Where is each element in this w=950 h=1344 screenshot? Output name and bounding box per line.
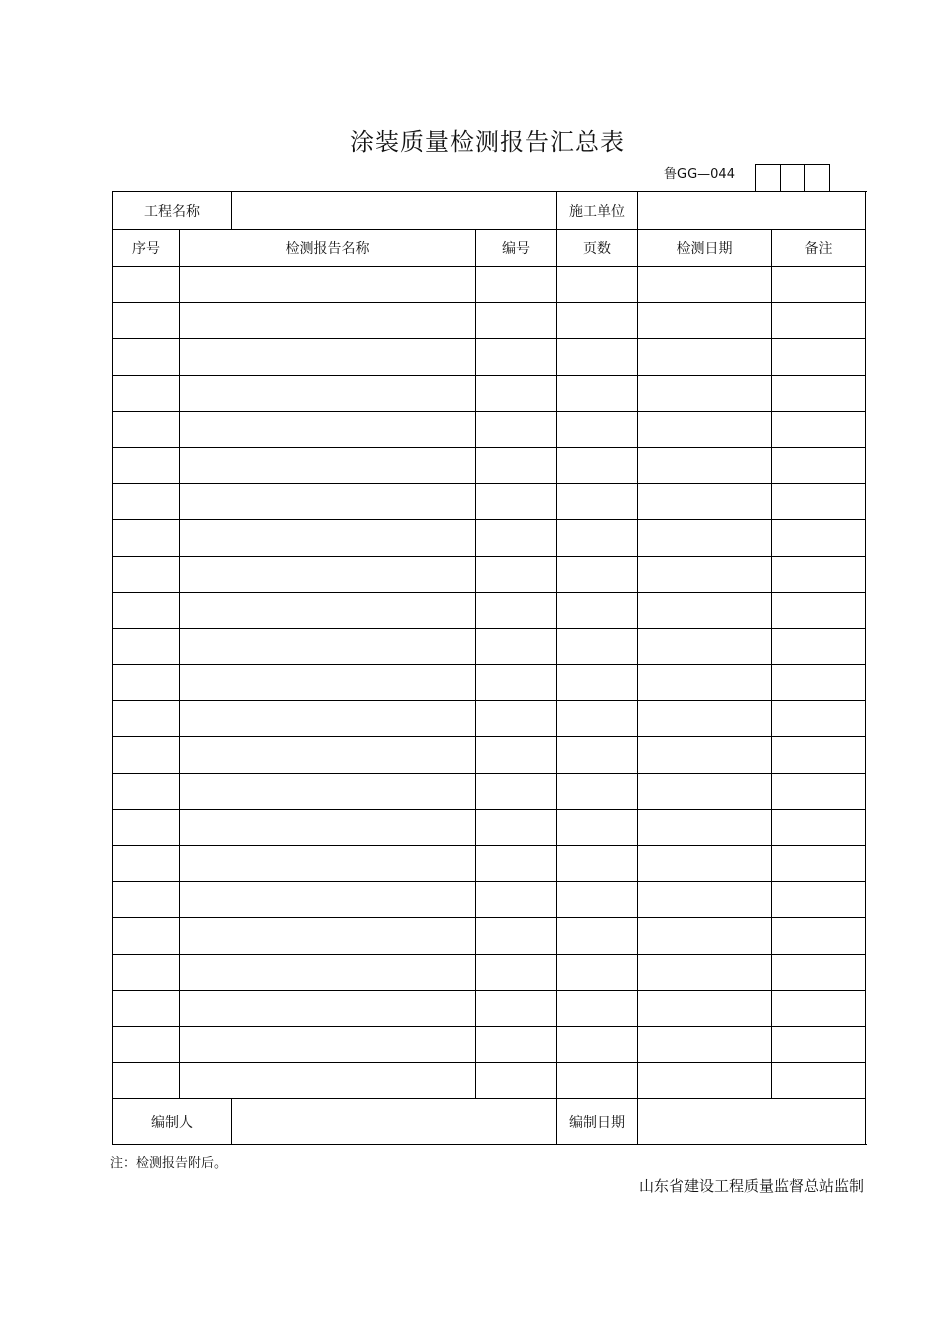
cell-pages[interactable] (557, 556, 638, 592)
cell-index[interactable] (113, 556, 180, 592)
cell-report-name[interactable] (180, 809, 476, 845)
cell-number[interactable] (476, 375, 557, 411)
table-row (113, 701, 866, 737)
cell-index[interactable] (113, 809, 180, 845)
cell-report-name[interactable] (180, 954, 476, 990)
cell-remarks[interactable] (772, 267, 866, 303)
table-row (113, 665, 866, 701)
cell-index[interactable] (113, 303, 180, 339)
cell-test-date[interactable] (638, 267, 772, 303)
cell-index[interactable] (113, 375, 180, 411)
cell-pages[interactable] (557, 520, 638, 556)
cell-report-name[interactable] (180, 701, 476, 737)
table-row (113, 954, 866, 990)
table-row (113, 484, 866, 520)
cell-report-name[interactable] (180, 375, 476, 411)
cell-pages[interactable] (557, 1063, 638, 1099)
cell-number[interactable] (476, 1063, 557, 1099)
cell-number[interactable] (476, 737, 557, 773)
table-row (113, 375, 866, 411)
table-row (113, 809, 866, 845)
cell-pages[interactable] (557, 484, 638, 520)
cell-report-name[interactable] (180, 846, 476, 882)
cell-index[interactable] (113, 447, 180, 483)
project-name-field[interactable] (232, 192, 557, 230)
table-row (113, 303, 866, 339)
cell-report-name[interactable] (180, 592, 476, 628)
cell-pages[interactable] (557, 411, 638, 447)
info-row (113, 192, 866, 230)
col-header-number: 编号 (476, 230, 557, 267)
cell-remarks[interactable] (772, 665, 866, 701)
cell-number[interactable] (476, 954, 557, 990)
table-row (113, 1026, 866, 1062)
cell-index[interactable] (113, 1063, 180, 1099)
cell-index[interactable] (113, 773, 180, 809)
cell-index[interactable] (113, 954, 180, 990)
table-row (113, 1063, 866, 1099)
code-box[interactable] (781, 165, 806, 191)
cell-remarks[interactable] (772, 411, 866, 447)
cell-report-name[interactable] (180, 628, 476, 664)
table-row (113, 447, 866, 483)
code-box[interactable] (805, 165, 830, 191)
cell-test-date[interactable] (638, 809, 772, 845)
col-header-test-date: 检测日期 (638, 230, 772, 267)
cell-test-date[interactable] (638, 665, 772, 701)
cell-pages[interactable] (557, 303, 638, 339)
cell-remarks[interactable] (772, 447, 866, 483)
cell-number[interactable] (476, 339, 557, 375)
cell-report-name[interactable] (180, 267, 476, 303)
cell-pages[interactable] (557, 1026, 638, 1062)
cell-test-date[interactable] (638, 918, 772, 954)
table-row (113, 411, 866, 447)
contractor-label: 施工单位 (557, 192, 638, 230)
page-title: 涂装质量检测报告汇总表 (350, 128, 625, 156)
cell-test-date[interactable] (638, 990, 772, 1026)
table-row (113, 773, 866, 809)
cell-remarks[interactable] (772, 520, 866, 556)
cell-number[interactable] (476, 520, 557, 556)
cell-index[interactable] (113, 592, 180, 628)
cell-remarks[interactable] (772, 1026, 866, 1062)
cell-remarks[interactable] (772, 990, 866, 1026)
cell-report-name[interactable] (180, 773, 476, 809)
cell-pages[interactable] (557, 339, 638, 375)
table-row (113, 267, 866, 303)
cell-pages[interactable] (557, 954, 638, 990)
cell-remarks[interactable] (772, 809, 866, 845)
cell-remarks[interactable] (772, 773, 866, 809)
cell-pages[interactable] (557, 882, 638, 918)
cell-pages[interactable] (557, 809, 638, 845)
code-box[interactable] (756, 165, 781, 191)
cell-index[interactable] (113, 520, 180, 556)
cell-number[interactable] (476, 1026, 557, 1062)
cell-test-date[interactable] (638, 737, 772, 773)
cell-number[interactable] (476, 592, 557, 628)
cell-report-name[interactable] (180, 665, 476, 701)
cell-index[interactable] (113, 628, 180, 664)
cell-number[interactable] (476, 556, 557, 592)
cell-index[interactable] (113, 737, 180, 773)
cell-test-date[interactable] (638, 339, 772, 375)
cell-test-date[interactable] (638, 882, 772, 918)
cell-number[interactable] (476, 267, 557, 303)
cell-pages[interactable] (557, 628, 638, 664)
cell-report-name[interactable] (180, 447, 476, 483)
cell-test-date[interactable] (638, 447, 772, 483)
cell-pages[interactable] (557, 665, 638, 701)
cell-test-date[interactable] (638, 1026, 772, 1062)
date-field[interactable] (638, 1099, 866, 1145)
col-header-index: 序号 (113, 230, 180, 267)
cell-number[interactable] (476, 411, 557, 447)
cell-remarks[interactable] (772, 484, 866, 520)
contractor-field[interactable] (638, 192, 866, 230)
cell-index[interactable] (113, 701, 180, 737)
cell-report-name[interactable] (180, 882, 476, 918)
table-row (113, 990, 866, 1026)
cell-remarks[interactable] (772, 701, 866, 737)
cell-test-date[interactable] (638, 773, 772, 809)
header-row (113, 230, 866, 267)
cell-pages[interactable] (557, 773, 638, 809)
table-row (113, 520, 866, 556)
cell-number[interactable] (476, 484, 557, 520)
cell-test-date[interactable] (638, 375, 772, 411)
cell-test-date[interactable] (638, 1063, 772, 1099)
col-header-pages: 页数 (557, 230, 638, 267)
cell-test-date[interactable] (638, 628, 772, 664)
cell-report-name[interactable] (180, 1026, 476, 1062)
cell-remarks[interactable] (772, 556, 866, 592)
cell-pages[interactable] (557, 737, 638, 773)
cell-test-date[interactable] (638, 592, 772, 628)
cell-remarks[interactable] (772, 882, 866, 918)
preparer-label: 编制人 (113, 1099, 232, 1145)
cell-report-name[interactable] (180, 918, 476, 954)
cell-index[interactable] (113, 882, 180, 918)
cell-test-date[interactable] (638, 520, 772, 556)
cell-test-date[interactable] (638, 954, 772, 990)
cell-index[interactable] (113, 665, 180, 701)
project-name-label: 工程名称 (113, 192, 232, 230)
cell-remarks[interactable] (772, 918, 866, 954)
cell-test-date[interactable] (638, 556, 772, 592)
form-code: 鲁GG—044 (664, 167, 735, 182)
cell-pages[interactable] (557, 447, 638, 483)
cell-test-date[interactable] (638, 484, 772, 520)
cell-remarks[interactable] (772, 375, 866, 411)
cell-number[interactable] (476, 990, 557, 1026)
cell-test-date[interactable] (638, 701, 772, 737)
cell-test-date[interactable] (638, 846, 772, 882)
cell-remarks[interactable] (772, 737, 866, 773)
cell-report-name[interactable] (180, 520, 476, 556)
cell-index[interactable] (113, 918, 180, 954)
code-boxes (755, 164, 830, 191)
cell-report-name[interactable] (180, 990, 476, 1026)
cell-report-name[interactable] (180, 339, 476, 375)
cell-pages[interactable] (557, 990, 638, 1026)
cell-report-name[interactable] (180, 737, 476, 773)
cell-remarks[interactable] (772, 303, 866, 339)
cell-index[interactable] (113, 990, 180, 1026)
table-row (113, 556, 866, 592)
cell-report-name[interactable] (180, 556, 476, 592)
footer-row (113, 1099, 866, 1145)
cell-pages[interactable] (557, 375, 638, 411)
cell-test-date[interactable] (638, 411, 772, 447)
cell-report-name[interactable] (180, 1063, 476, 1099)
cell-number[interactable] (476, 809, 557, 845)
cell-number[interactable] (476, 701, 557, 737)
table-row (113, 592, 866, 628)
col-header-remarks: 备注 (772, 230, 866, 267)
cell-index[interactable] (113, 267, 180, 303)
cell-report-name[interactable] (180, 484, 476, 520)
cell-index[interactable] (113, 339, 180, 375)
cell-remarks[interactable] (772, 954, 866, 990)
cell-test-date[interactable] (638, 303, 772, 339)
table-row (113, 628, 866, 664)
cell-index[interactable] (113, 1026, 180, 1062)
summary-table (112, 191, 866, 1145)
cell-remarks[interactable] (772, 846, 866, 882)
cell-pages[interactable] (557, 592, 638, 628)
col-header-report-name: 检测报告名称 (180, 230, 476, 267)
cell-number[interactable] (476, 918, 557, 954)
cell-number[interactable] (476, 447, 557, 483)
cell-pages[interactable] (557, 267, 638, 303)
issuer-text: 山东省建设工程质量监督总站监制 (638, 1177, 864, 1195)
preparer-field[interactable] (232, 1099, 557, 1145)
cell-remarks[interactable] (772, 592, 866, 628)
cell-index[interactable] (113, 411, 180, 447)
cell-pages[interactable] (557, 846, 638, 882)
cell-remarks[interactable] (772, 1063, 866, 1099)
cell-remarks[interactable] (772, 339, 866, 375)
cell-number[interactable] (476, 773, 557, 809)
table-row (113, 918, 866, 954)
date-label: 编制日期 (557, 1099, 638, 1145)
footnote: 注：检测报告附后。 (110, 1156, 228, 1171)
cell-pages[interactable] (557, 918, 638, 954)
cell-report-name[interactable] (180, 411, 476, 447)
cell-pages[interactable] (557, 701, 638, 737)
table-row (113, 737, 866, 773)
table-row (113, 846, 866, 882)
table-row (113, 882, 866, 918)
table-row (113, 339, 866, 375)
cell-number[interactable] (476, 665, 557, 701)
cell-index[interactable] (113, 484, 180, 520)
cell-report-name[interactable] (180, 303, 476, 339)
cell-number[interactable] (476, 628, 557, 664)
cell-number[interactable] (476, 303, 557, 339)
cell-index[interactable] (113, 846, 180, 882)
cell-number[interactable] (476, 882, 557, 918)
cell-number[interactable] (476, 846, 557, 882)
cell-remarks[interactable] (772, 628, 866, 664)
